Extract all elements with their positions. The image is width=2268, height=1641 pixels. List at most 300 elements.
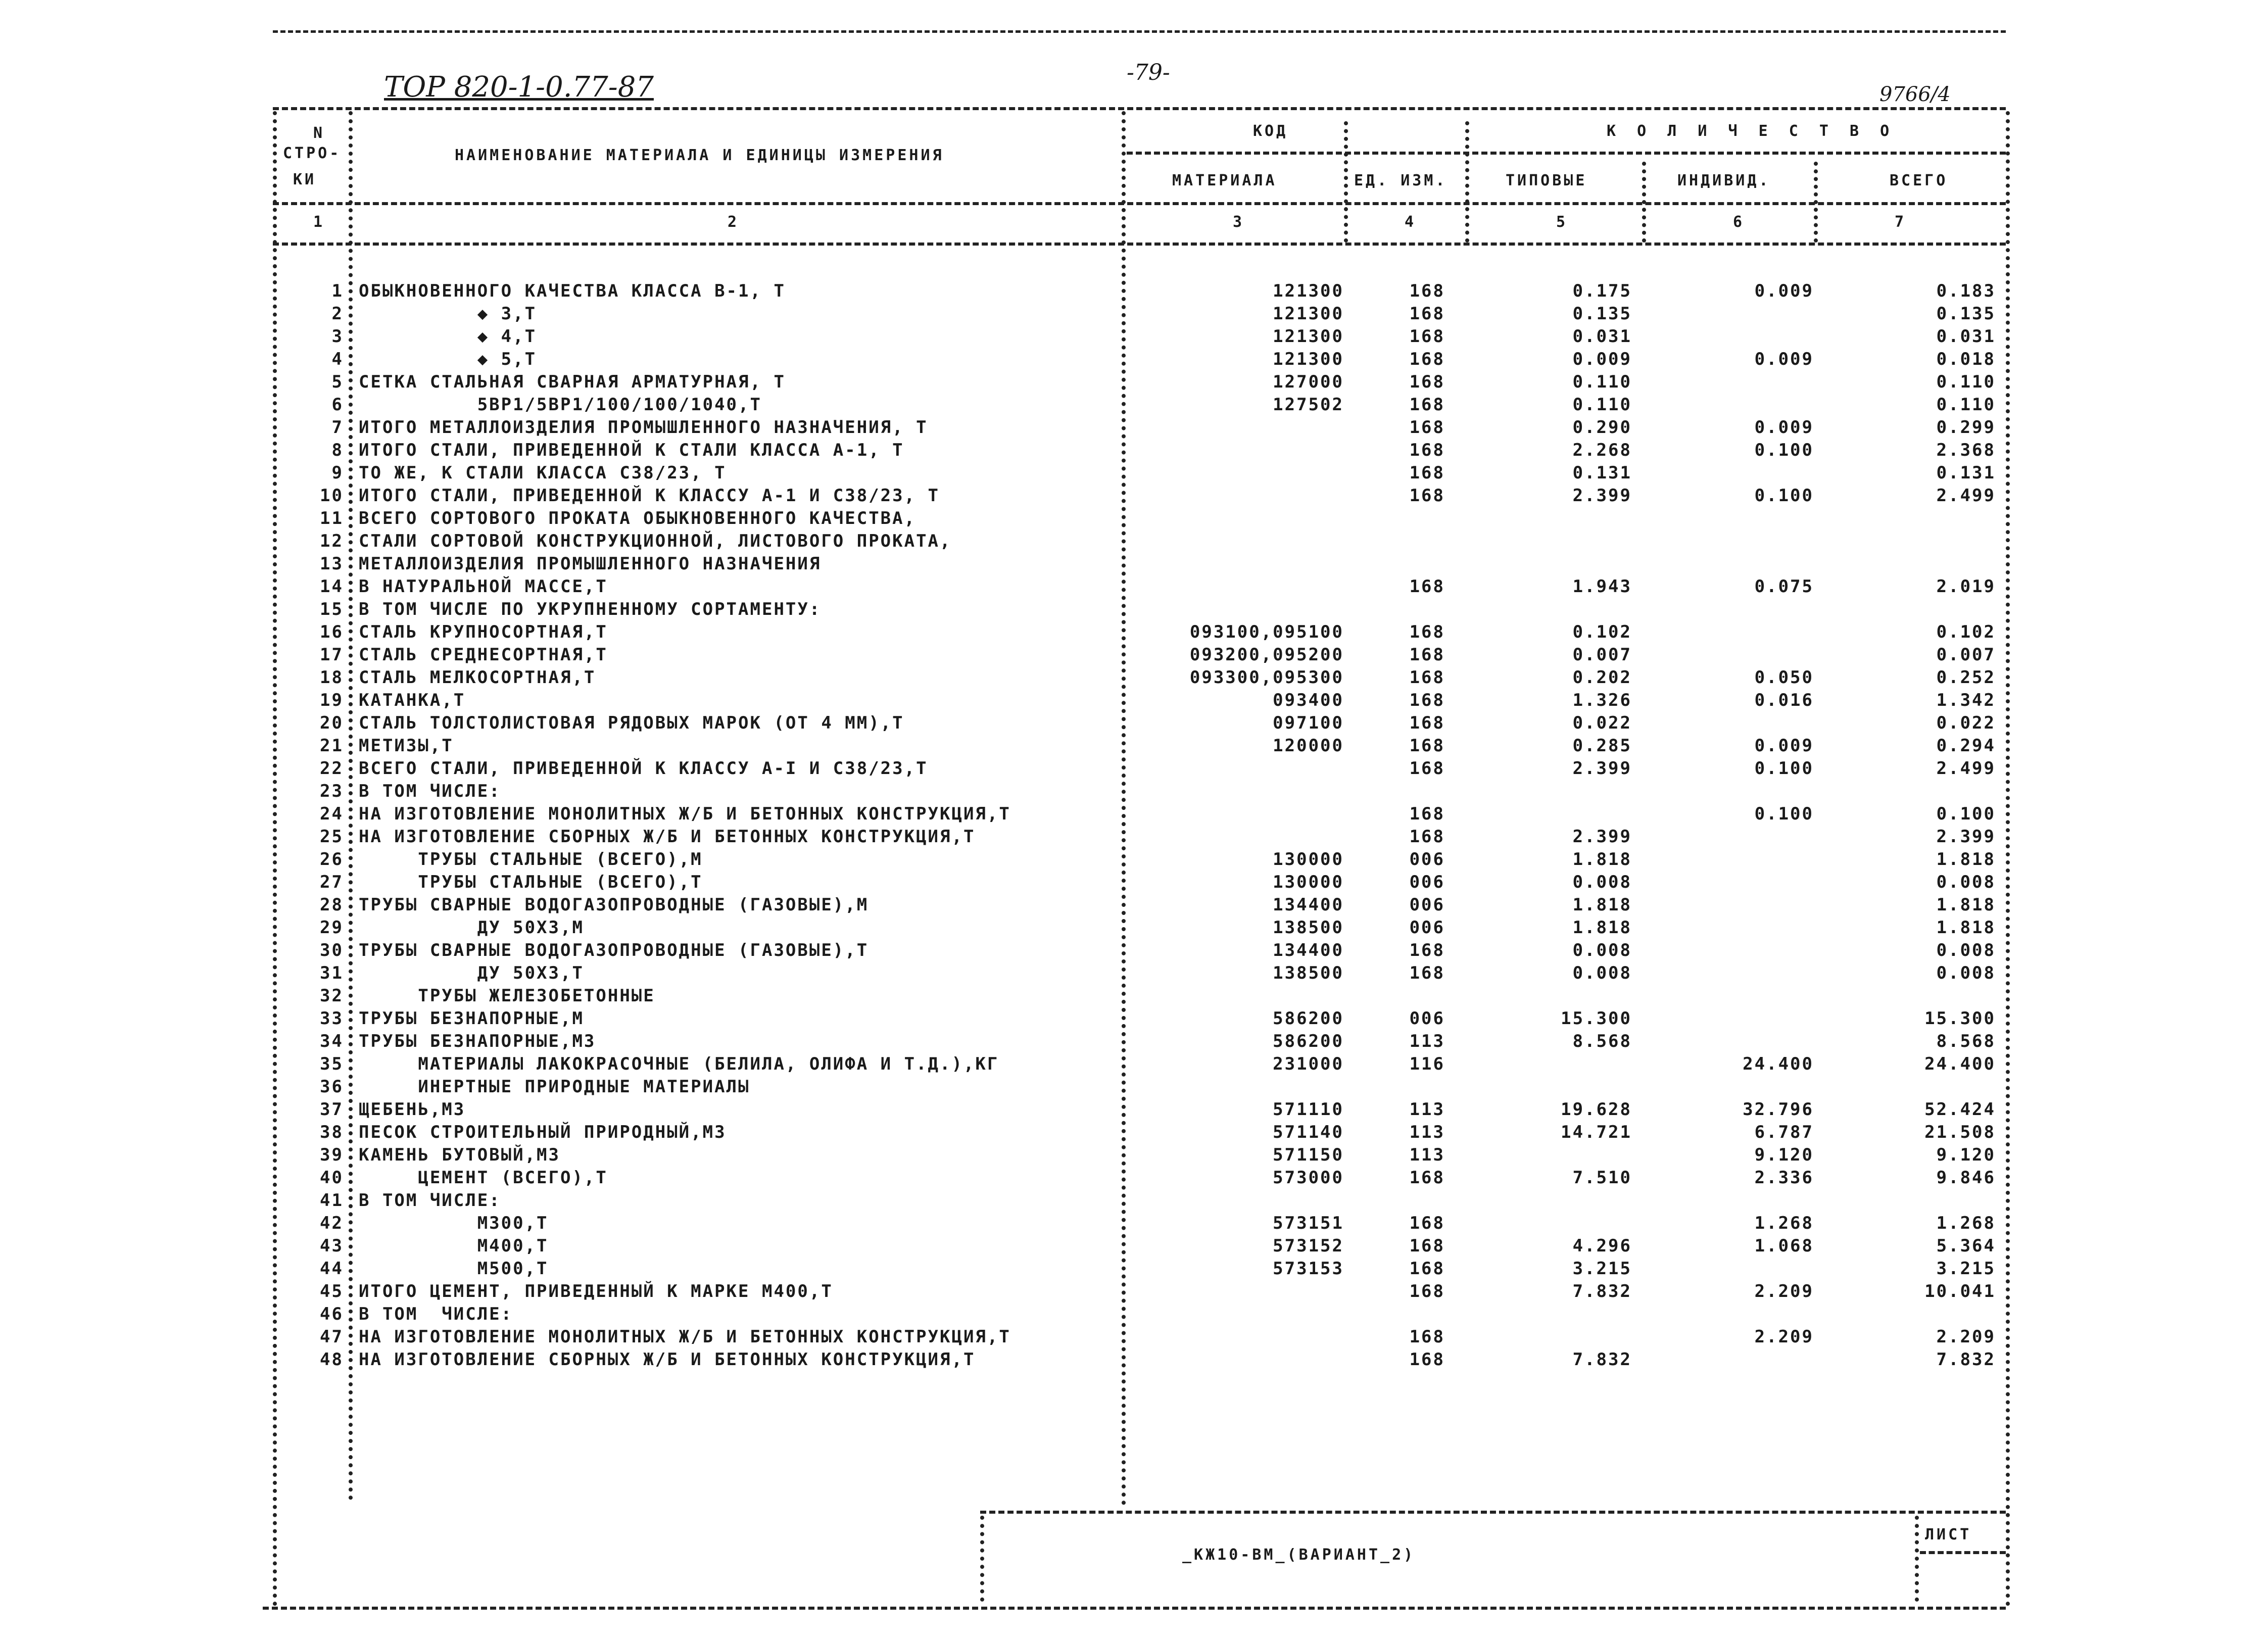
material-name: ТРУБЫ СВАРНЫЕ ВОДОГАЗОПРОВОДНЫЕ (ГАЗОВЫЕ),М xyxy=(359,895,869,915)
table-row xyxy=(0,1213,2268,1236)
material-code: 093400 xyxy=(1273,690,1344,710)
qty-total: 0.031 xyxy=(1936,326,1996,347)
header-rule-mid xyxy=(273,202,2006,205)
material-name: М300,Т xyxy=(359,1213,549,1233)
table-row xyxy=(0,1145,2268,1168)
qty-typical: 7.510 xyxy=(1572,1168,1632,1188)
unit-code: 168 xyxy=(1409,963,1445,983)
qty-total: 0.252 xyxy=(1936,667,1996,688)
material-name: МАТЕРИАЛЫ ЛАКОКРАСОЧНЫЕ (БЕЛИЛА, ОЛИФА И Т.Д.),КГ xyxy=(359,1054,999,1074)
qty-total: 24.400 xyxy=(1924,1054,1996,1074)
qty-individual: 0.009 xyxy=(1754,281,1814,301)
unit-code: 168 xyxy=(1409,304,1445,324)
qty-total: 10.041 xyxy=(1924,1281,1996,1301)
row-number: 6 xyxy=(331,395,344,415)
unit-code: 168 xyxy=(1409,1327,1445,1347)
table-row xyxy=(0,395,2268,418)
col-index-5: 5 xyxy=(1556,213,1568,231)
col-unit: ЕД. ИЗМ. xyxy=(1354,172,1447,189)
unit-code: 168 xyxy=(1409,440,1445,460)
qty-individual: 0.009 xyxy=(1754,349,1814,369)
material-name: ИТОГО МЕТАЛЛОИЗДЕЛИЯ ПРОМЫШЛЕННОГО НАЗНАЧЕНИЯ, Т xyxy=(359,417,928,438)
material-code: 121300 xyxy=(1273,349,1344,369)
table-row xyxy=(0,645,2268,668)
row-number: 44 xyxy=(320,1259,344,1279)
table-row xyxy=(0,713,2268,736)
material-name: В ТОМ ЧИСЛЕ: xyxy=(359,1190,501,1211)
table-row xyxy=(0,781,2268,804)
qty-total: 0.008 xyxy=(1936,872,1996,892)
qty-typical: 7.832 xyxy=(1572,1349,1632,1370)
qty-typical: 0.110 xyxy=(1572,372,1632,392)
unit-code: 006 xyxy=(1409,918,1445,938)
qty-total: 0.100 xyxy=(1936,804,1996,824)
table-row xyxy=(0,1008,2268,1032)
qty-total: 2.499 xyxy=(1936,758,1996,779)
material-name: М400,Т xyxy=(359,1236,549,1256)
col-index-4: 4 xyxy=(1405,213,1417,231)
material-name: ИТОГО СТАЛИ, ПРИВЕДЕННОЙ К КЛАССУ А-1 И С38/23, Т xyxy=(359,486,940,506)
material-code: 121300 xyxy=(1273,304,1344,324)
col-typical: ТИПОВЫЕ xyxy=(1506,172,1587,189)
row-number: 26 xyxy=(320,849,344,870)
code-unit-separator xyxy=(1344,121,1348,243)
row-number: 14 xyxy=(320,576,344,597)
row-number: 12 xyxy=(320,531,344,551)
unit-code: 168 xyxy=(1409,486,1445,506)
material-name: ИНЕРТНЫЕ ПРИРОДНЫЕ МАТЕРИАЛЫ xyxy=(359,1077,750,1097)
material-name: ВСЕГО СОРТОВОГО ПРОКАТА ОБЫКНОВЕННОГО КАЧЕСТВА, xyxy=(359,508,916,528)
typ-ind-separator xyxy=(1642,162,1646,243)
qty-typical: 2.268 xyxy=(1572,440,1632,460)
table-row xyxy=(0,1122,2268,1145)
row-number: 22 xyxy=(320,758,344,779)
col-code-group: КОД xyxy=(1253,122,1288,140)
table-row xyxy=(0,736,2268,759)
unit-code: 006 xyxy=(1409,872,1445,892)
row-number: 17 xyxy=(320,645,344,665)
qty-typical: 0.008 xyxy=(1572,872,1632,892)
row-number: 29 xyxy=(320,918,344,938)
material-code: 571110 xyxy=(1273,1099,1344,1120)
unit-code: 168 xyxy=(1409,1213,1445,1233)
table-row xyxy=(0,804,2268,827)
stamp-sheet-separator xyxy=(1915,1516,1919,1602)
material-name: М500,Т xyxy=(359,1259,549,1279)
qty-individual: 2.209 xyxy=(1754,1281,1814,1301)
material-name: В ТОМ ЧИСЛЕ: xyxy=(359,1304,513,1324)
sheet-label: ЛИСТ xyxy=(1925,1526,1972,1543)
top-border xyxy=(273,30,2006,33)
qty-total: 0.110 xyxy=(1936,395,1996,415)
header-rule-bottom xyxy=(273,243,2006,246)
qty-total: 0.135 xyxy=(1936,304,1996,324)
unit-code: 168 xyxy=(1409,827,1445,847)
qty-typical: 3.215 xyxy=(1572,1259,1632,1279)
qty-total: 0.110 xyxy=(1936,372,1996,392)
qty-total: 52.424 xyxy=(1924,1099,1996,1120)
qty-typical: 1.326 xyxy=(1572,690,1632,710)
row-number: 34 xyxy=(320,1031,344,1051)
material-name: ◆ 4,Т xyxy=(359,326,537,347)
table-row xyxy=(0,326,2268,350)
row-number: 23 xyxy=(320,781,344,801)
unit-code: 168 xyxy=(1409,758,1445,779)
qty-total: 1.818 xyxy=(1936,895,1996,915)
qty-individual: 0.009 xyxy=(1754,736,1814,756)
table-row xyxy=(0,1236,2268,1259)
table-row xyxy=(0,1259,2268,1282)
table-row xyxy=(0,508,2268,532)
qty-typical: 0.131 xyxy=(1572,463,1632,483)
table-row xyxy=(0,1099,2268,1123)
qty-total: 0.131 xyxy=(1936,463,1996,483)
qty-total: 9.120 xyxy=(1936,1145,1996,1165)
qty-typical: 2.399 xyxy=(1572,758,1632,779)
material-code: 573000 xyxy=(1273,1168,1344,1188)
unit-code: 168 xyxy=(1409,622,1445,642)
header-rule-top xyxy=(273,107,2006,110)
qty-typical: 1.818 xyxy=(1572,895,1632,915)
row-number: 15 xyxy=(320,599,344,619)
qty-total: 0.102 xyxy=(1936,622,1996,642)
material-name: СТАЛИ СОРТОВОЙ КОНСТРУКЦИОННОЙ, ЛИСТОВОГО ПРОКАТА, xyxy=(359,531,952,551)
sheet-rule xyxy=(1920,1551,2006,1554)
qty-total: 2.499 xyxy=(1936,486,1996,506)
table-row xyxy=(0,576,2268,600)
unit-code: 168 xyxy=(1409,667,1445,688)
table-row xyxy=(0,1054,2268,1077)
qty-individual: 0.050 xyxy=(1754,667,1814,688)
qty-total: 0.007 xyxy=(1936,645,1996,665)
qty-individual: 2.336 xyxy=(1754,1168,1814,1188)
material-name: СТАЛЬ ТОЛСТОЛИСТОВАЯ РЯДОВЫХ МАРОК (ОТ 4 ММ),Т xyxy=(359,713,904,733)
table-row xyxy=(0,349,2268,372)
table-row xyxy=(0,486,2268,509)
row-number: 31 xyxy=(320,963,344,983)
material-name: В ТОМ ЧИСЛЕ: xyxy=(359,781,501,801)
qty-individual: 1.068 xyxy=(1754,1236,1814,1256)
material-name: ТРУБЫ ЖЕЛЕЗОБЕТОННЫЕ xyxy=(359,986,655,1006)
row-number: 37 xyxy=(320,1099,344,1120)
unit-code: 006 xyxy=(1409,895,1445,915)
material-name: СТАЛЬ МЕЛКОСОРТНАЯ,Т xyxy=(359,667,596,688)
table-row xyxy=(0,1168,2268,1191)
unit-code: 168 xyxy=(1409,1281,1445,1301)
qty-individual: 0.075 xyxy=(1754,576,1814,597)
table-row xyxy=(0,531,2268,554)
table-row xyxy=(0,463,2268,486)
material-name: НА ИЗГОТОВЛЕНИЕ МОНОЛИТНЫХ Ж/Б И БЕТОННЫХ КОНСТРУКЦИЯ,Т xyxy=(359,1327,1011,1347)
qty-typical: 8.568 xyxy=(1572,1031,1632,1051)
qty-total: 8.568 xyxy=(1936,1031,1996,1051)
stamp-top-rule xyxy=(980,1511,2006,1514)
unit-code: 168 xyxy=(1409,736,1445,756)
material-code: 573153 xyxy=(1273,1259,1344,1279)
unit-code: 168 xyxy=(1409,1168,1445,1188)
table-row xyxy=(0,849,2268,873)
material-code: 573152 xyxy=(1273,1236,1344,1256)
qty-total: 1.818 xyxy=(1936,918,1996,938)
row-number: 1 xyxy=(331,281,344,301)
material-name: ДУ 50Х3,Т xyxy=(359,963,584,983)
qty-total: 1.268 xyxy=(1936,1213,1996,1233)
qty-total: 2.209 xyxy=(1936,1327,1996,1347)
qty-total: 0.183 xyxy=(1936,281,1996,301)
qty-typical: 19.628 xyxy=(1561,1099,1632,1120)
row-number: 7 xyxy=(331,417,344,438)
row-number: 47 xyxy=(320,1327,344,1347)
unit-code: 168 xyxy=(1409,372,1445,392)
table-row xyxy=(0,599,2268,622)
row-number: 18 xyxy=(320,667,344,688)
table-row xyxy=(0,986,2268,1009)
col-individual: ИНДИВИД. xyxy=(1677,172,1771,189)
qty-total: 9.846 xyxy=(1936,1168,1996,1188)
qty-total: 2.399 xyxy=(1936,827,1996,847)
col-num-mid: СТРО- xyxy=(283,144,342,162)
row-number: 4 xyxy=(331,349,344,369)
unit-code: 006 xyxy=(1409,849,1445,870)
qty-total: 2.019 xyxy=(1936,576,1996,597)
table-row xyxy=(0,963,2268,986)
unit-code: 168 xyxy=(1409,690,1445,710)
material-name: ТРУБЫ БЕЗНАПОРНЫЕ,М xyxy=(359,1008,584,1029)
unit-code: 113 xyxy=(1409,1122,1445,1142)
variant-label: _КЖ10-ВМ_(ВАРИАНТ_2) xyxy=(1182,1546,1416,1564)
unit-code: 168 xyxy=(1409,395,1445,415)
unit-code: 168 xyxy=(1409,349,1445,369)
col-index-6: 6 xyxy=(1733,213,1745,231)
qty-typical: 0.202 xyxy=(1572,667,1632,688)
material-name: ИТОГО ЦЕМЕНТ, ПРИВЕДЕННЫЙ К МАРКЕ М400,Т xyxy=(359,1281,833,1301)
unit-code: 168 xyxy=(1409,463,1445,483)
material-code: 127000 xyxy=(1273,372,1344,392)
material-name: СТАЛЬ КРУПНОСОРТНАЯ,Т xyxy=(359,622,608,642)
qty-total: 15.300 xyxy=(1924,1008,1996,1029)
table-row xyxy=(0,940,2268,963)
qty-individual: 24.400 xyxy=(1743,1054,1814,1074)
col-num-top: N xyxy=(313,124,325,142)
table-row xyxy=(0,554,2268,577)
material-name: ВСЕГО СТАЛИ, ПРИВЕДЕННОЙ К КЛАССУ А-I И С38/23,Т xyxy=(359,758,928,779)
material-name: НА ИЗГОТОВЛЕНИЕ СБОРНЫХ Ж/Б И БЕТОННЫХ КОНСТРУКЦИЯ,Т xyxy=(359,1349,976,1370)
material-code: 097100 xyxy=(1273,713,1344,733)
unit-code: 006 xyxy=(1409,1008,1445,1029)
unit-code: 168 xyxy=(1409,940,1445,960)
qty-individual: 6.787 xyxy=(1754,1122,1814,1142)
table-row xyxy=(0,440,2268,463)
qty-total: 2.368 xyxy=(1936,440,1996,460)
row-number: 46 xyxy=(320,1304,344,1324)
qty-individual: 2.209 xyxy=(1754,1327,1814,1347)
material-code: 134400 xyxy=(1273,895,1344,915)
material-code: 130000 xyxy=(1273,872,1344,892)
table-row xyxy=(0,417,2268,441)
col-material: МАТЕРИАЛА xyxy=(1172,172,1277,189)
qty-typical: 2.399 xyxy=(1572,486,1632,506)
material-code: 127502 xyxy=(1273,395,1344,415)
unit-code: 168 xyxy=(1409,576,1445,597)
col-qty-group: К О Л И Ч Е С Т В О xyxy=(1607,122,1896,140)
unit-code: 168 xyxy=(1409,804,1445,824)
row-number: 21 xyxy=(320,736,344,756)
qty-individual: 0.016 xyxy=(1754,690,1814,710)
material-code: 130000 xyxy=(1273,849,1344,870)
table-row xyxy=(0,281,2268,304)
material-name: ТРУБЫ СВАРНЫЕ ВОДОГАЗОПРОВОДНЫЕ (ГАЗОВЫЕ),Т xyxy=(359,940,869,960)
unit-code: 168 xyxy=(1409,417,1445,438)
unit-code: 168 xyxy=(1409,713,1445,733)
qty-individual: 0.100 xyxy=(1754,440,1814,460)
row-number: 36 xyxy=(320,1077,344,1097)
material-name: МЕТАЛЛОИЗДЕЛИЯ ПРОМЫШЛЕННОГО НАЗНАЧЕНИЯ xyxy=(359,554,822,574)
row-number: 32 xyxy=(320,986,344,1006)
row-number: 39 xyxy=(320,1145,344,1165)
unit-code: 168 xyxy=(1409,281,1445,301)
qty-typical: 0.285 xyxy=(1572,736,1632,756)
header-subrule xyxy=(1127,152,2006,155)
material-name: ◆ 3,Т xyxy=(359,304,537,324)
row-number: 5 xyxy=(331,372,344,392)
unit-typ-separator xyxy=(1465,121,1469,243)
qty-typical: 1.818 xyxy=(1572,849,1632,870)
material-name: НА ИЗГОТОВЛЕНИЕ МОНОЛИТНЫХ Ж/Б И БЕТОННЫХ КОНСТРУКЦИЯ,Т xyxy=(359,804,1011,824)
row-number: 33 xyxy=(320,1008,344,1029)
material-name: ТРУБЫ БЕЗНАПОРНЫЕ,М3 xyxy=(359,1031,596,1051)
row-number: 40 xyxy=(320,1168,344,1188)
material-name: ПЕСОК СТРОИТЕЛЬНЫЙ ПРИРОДНЫЙ,М3 xyxy=(359,1122,727,1142)
qty-typical: 0.009 xyxy=(1572,349,1632,369)
qty-individual: 32.796 xyxy=(1743,1099,1814,1120)
material-name: В ТОМ ЧИСЛЕ ПО УКРУПНЕННОМУ СОРТАМЕНТУ: xyxy=(359,599,822,619)
material-name: КАМЕНЬ БУТОВЫЙ,М3 xyxy=(359,1145,560,1165)
qty-total: 3.215 xyxy=(1936,1259,1996,1279)
unit-code: 168 xyxy=(1409,1236,1445,1256)
qty-typical: 15.300 xyxy=(1561,1008,1632,1029)
material-code: 121300 xyxy=(1273,326,1344,347)
material-name: 5ВР1/5ВР1/100/100/1040,Т xyxy=(359,395,762,415)
row-number: 41 xyxy=(320,1190,344,1211)
material-code: 231000 xyxy=(1273,1054,1344,1074)
table-row xyxy=(0,1190,2268,1214)
unit-code: 168 xyxy=(1409,1349,1445,1370)
qty-typical: 1.818 xyxy=(1572,918,1632,938)
col-num-bot: КИ xyxy=(293,171,317,188)
row-number: 20 xyxy=(320,713,344,733)
col-index-7: 7 xyxy=(1895,213,1907,231)
bottom-border xyxy=(263,1607,2006,1610)
qty-total: 0.299 xyxy=(1936,417,1996,438)
qty-typical: 0.110 xyxy=(1572,395,1632,415)
material-name: ДУ 50Х3,М xyxy=(359,918,584,938)
material-code: 571150 xyxy=(1273,1145,1344,1165)
qty-typical: 1.943 xyxy=(1572,576,1632,597)
row-number: 24 xyxy=(320,804,344,824)
qty-individual: 1.268 xyxy=(1754,1213,1814,1233)
material-name: ИТОГО СТАЛИ, ПРИВЕДЕННОЙ К СТАЛИ КЛАССА А-1, Т xyxy=(359,440,904,460)
row-number: 16 xyxy=(320,622,344,642)
row-number: 11 xyxy=(320,508,344,528)
material-name: НА ИЗГОТОВЛЕНИЕ СБОРНЫХ Ж/Б И БЕТОННЫХ КОНСТРУКЦИЯ,Т xyxy=(359,827,976,847)
qty-typical: 0.175 xyxy=(1572,281,1632,301)
material-name: МЕТИЗЫ,Т xyxy=(359,736,454,756)
table-row xyxy=(0,1281,2268,1305)
material-code: 573151 xyxy=(1273,1213,1344,1233)
row-number: 8 xyxy=(331,440,344,460)
table-row xyxy=(0,1031,2268,1054)
material-name: ◆ 5,Т xyxy=(359,349,537,369)
qty-total: 21.508 xyxy=(1924,1122,1996,1142)
material-name: СТАЛЬ СРЕДНЕСОРТНАЯ,Т xyxy=(359,645,608,665)
unit-code: 168 xyxy=(1409,326,1445,347)
qty-typical: 0.008 xyxy=(1572,963,1632,983)
unit-code: 113 xyxy=(1409,1099,1445,1120)
material-name: СЕТКА СТАЛЬНАЯ СВАРНАЯ АРМАТУРНАЯ, Т xyxy=(359,372,786,392)
table-row xyxy=(0,872,2268,895)
row-number: 3 xyxy=(331,326,344,347)
material-code: 138500 xyxy=(1273,963,1344,983)
qty-typical: 14.721 xyxy=(1561,1122,1632,1142)
table-row xyxy=(0,1304,2268,1327)
qty-total: 1.818 xyxy=(1936,849,1996,870)
material-name: ТО ЖЕ, К СТАЛИ КЛАССА С38/23, Т xyxy=(359,463,727,483)
material-code: 093200,095200 xyxy=(1189,645,1344,665)
material-name: КАТАНКА,Т xyxy=(359,690,466,710)
page-number: -79- xyxy=(1127,60,1170,85)
qty-individual: 0.100 xyxy=(1754,804,1814,824)
table-row xyxy=(0,827,2268,850)
qty-individual: 0.100 xyxy=(1754,486,1814,506)
row-number: 35 xyxy=(320,1054,344,1074)
row-number: 9 xyxy=(331,463,344,483)
qty-total: 5.364 xyxy=(1936,1236,1996,1256)
row-number: 43 xyxy=(320,1236,344,1256)
row-number: 27 xyxy=(320,872,344,892)
material-code: 138500 xyxy=(1273,918,1344,938)
material-code: 134400 xyxy=(1273,940,1344,960)
table-row xyxy=(0,918,2268,941)
material-code: 120000 xyxy=(1273,736,1344,756)
qty-total: 1.342 xyxy=(1936,690,1996,710)
row-number: 38 xyxy=(320,1122,344,1142)
row-number: 30 xyxy=(320,940,344,960)
table-row xyxy=(0,1349,2268,1373)
qty-total: 0.294 xyxy=(1936,736,1996,756)
table-row xyxy=(0,895,2268,918)
sheet-mark: 9766/4 xyxy=(1879,83,1951,106)
table-row xyxy=(0,690,2268,713)
doc-code: ТОР 820-1-0.77-87 xyxy=(384,71,654,104)
material-name: ТРУБЫ СТАЛЬНЫЕ (ВСЕГО),М xyxy=(359,849,703,870)
material-code: 586200 xyxy=(1273,1031,1344,1051)
qty-typical: 0.102 xyxy=(1572,622,1632,642)
material-name: ОБЫКНОВЕННОГО КАЧЕСТВА КЛАССА В-1, Т xyxy=(359,281,786,301)
qty-typical: 4.296 xyxy=(1572,1236,1632,1256)
table-row xyxy=(0,1077,2268,1100)
qty-typical: 0.290 xyxy=(1572,417,1632,438)
unit-code: 168 xyxy=(1409,645,1445,665)
col-index-1: 1 xyxy=(313,213,325,231)
table-row xyxy=(0,304,2268,327)
table-row xyxy=(0,667,2268,691)
qty-typical: 0.022 xyxy=(1572,713,1632,733)
row-number: 25 xyxy=(320,827,344,847)
row-number: 42 xyxy=(320,1213,344,1233)
material-name: ЦЕМЕНТ (ВСЕГО),Т xyxy=(359,1168,608,1188)
material-name: В НАТУРАЛЬНОЙ МАССЕ,Т xyxy=(359,576,608,597)
unit-code: 116 xyxy=(1409,1054,1445,1074)
